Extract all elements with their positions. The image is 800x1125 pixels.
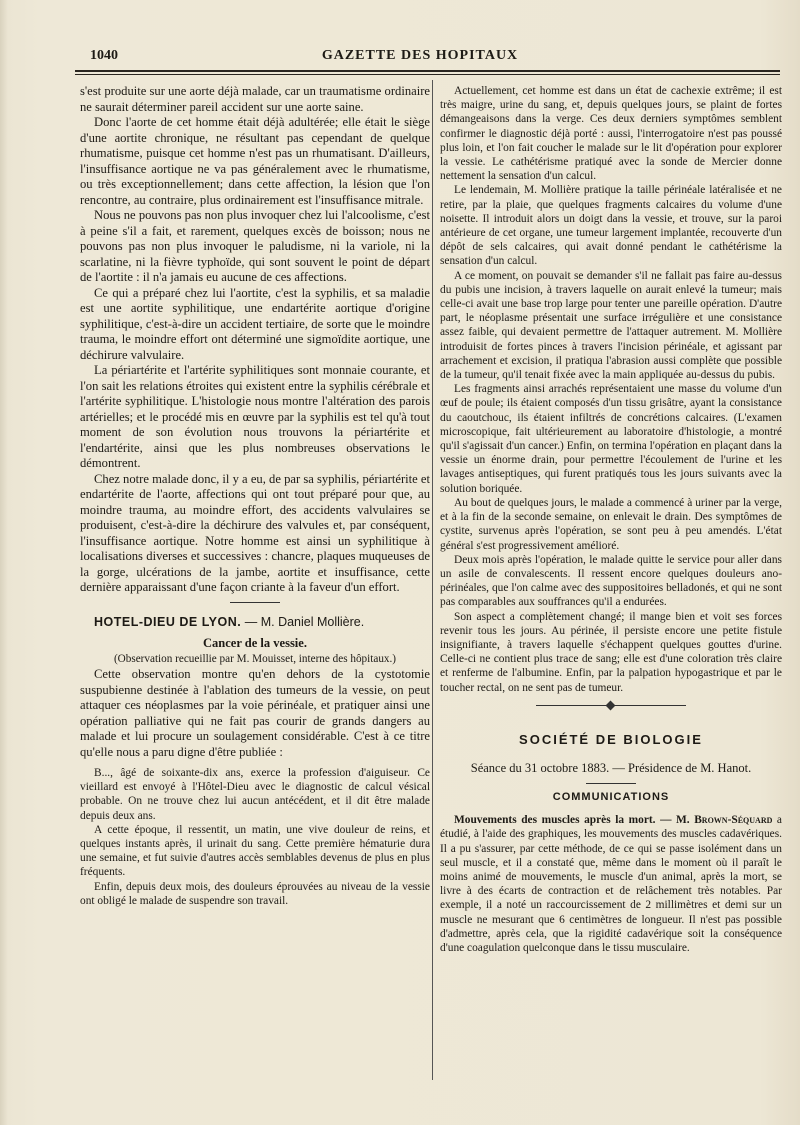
session-line: Séance du 31 octobre 1883. — Présidence de M. Hanot. <box>470 761 752 776</box>
right-column <box>440 84 782 955</box>
header-rule-thin <box>75 74 780 75</box>
page-number: 1040 <box>90 48 118 63</box>
column-divider <box>432 80 433 1080</box>
paragraph: Ce qui a préparé chez lui l'aortite, c'est la syphilis, et sa maladie est une aortite syphilitique, une endartérite aortique d'origine syphilitique, c'est-à-dire un accident tertiaire, de sorte que le moindre trauma, le moindre effort ont déterminé une sigmoïdite aortique, une déchirure valvulaire. <box>80 285 430 362</box>
communication-title: Mouvements des muscles après la mort. <box>454 814 656 827</box>
section-head: COMMUNICATIONS <box>552 790 670 803</box>
communication-author: — M. Brown-Séquard <box>660 814 773 827</box>
paragraph: La périartérite et l'artérite syphilitiques sont monnaie courante, et l'on sait les relations étroites qui existent entre la syphilis cérébrale et l'artérite syphilitique. L'histologie nous montre l'altération des parois artérielles; et le procédé mis en œuvre par la syphilis est tel qu'à tout moment de son évolution nous trouvons la périartérite et l'endartérite, ainsi que les plus nombreuses observations le démontrent. <box>80 363 430 470</box>
communication-text: a étudié, à l'aide des graphiques, les mouvements des muscles cadavériques. Il a pu s'assurer, par cette méthode, de ce qui se passe isolément dans un seul muscle, et il a constaté que, même dans le moment où il paraît le moins animé de mouvements, le muscle d'un animal, après la mort, se livre à des écarts de contraction et de relâchement très notables. Par exemple, il a noté un raccourcissement de 2 millimètres et demi sur un muscle ne mesurant que 6 centimètres de longueur. Il n'est pas possible d'admettre, après cela, que la rigidité cadavérique soit la conséquence d'une coagulation quelconque dans le tissu musculaire. <box>440 814 782 955</box>
case-paragraph: Deux mois après l'opération, le malade quitte le service pour aller dans un asile de convalescents. Il ressent encore quelques douleurs ano-périnéales, que l'on calme avec des suppositoires belladonés, et qui ne sont pas comparables aux souffrances qu'il a endurées. <box>440 553 782 609</box>
paragraph: Donc l'aorte de cet homme était déjà adultérée; elle était le siège d'une aortite chronique, ne résultant pas cependant de quelque rhumatisme, puisque cet homme n'est pas un rhumatisant. D'ailleurs, l'insuffisance aortique ne va pas généralement avec le rhumatisme, ou très exceptionnellement; dans cette affection, la lésion que l'on rencontre, au contraire, plus ordinairement est l'insuffisance mitrale. <box>80 115 430 207</box>
paragraph: s'est produite sur une aorte déjà malade, car un traumatisme ordinaire ne saurait déterminer pareil accident sur une aorte saine. <box>80 84 430 114</box>
case-paragraph: Le lendemain, M. Mollière pratique la taille périnéale latéralisée et ne retire, par la plaie, que quelques fragments calcaires du volume d'une noisette. Il introduit alors un doigt dans la vessie, et trouve, sur la paroi antérieure de cet organe, une tumeur largement implantée, recouverte d'un dépôt de sels calcaires, qui avait donné pendant le cathétérisme la sensation d'un calcul. <box>440 184 782 268</box>
paragraph: Cette observation montre qu'en dehors de la cystotomie suspubienne destinée à l'ablation des tumeurs de la vessie, on peut attaquer ces néoplasmes par la voie périnéale, et pratiquer ainsi une opération palliative qui ne fait pas courir de grands dangers au malade et lui procure un soulagement considérable. C'est à ce titre qu'elle nous a paru digne d'être publiée : <box>80 667 430 759</box>
hospital-heading <box>80 615 430 631</box>
case-paragraph: Actuellement, cet homme est dans un état de cachexie extrême; il est très maigre, urine du sang, et, depuis quelques jours, se plaint de fortes démangeaisons dans la verge. Ces deux derniers symptômes semblent confirmer le diagnostic déjà porté : aussi, l'interrogatoire n'est pas poussé plus loin, et l'on fait coucher le malade sur le lit d'opération pour explorer la vessie. Le cathétérisme pratiqué avec la sonde de Mercier donne nettement la sensation d'un calcul. <box>440 85 782 183</box>
observation-note: (Observation recueillie par M. Mouisset, interne des hôpitaux.) <box>113 652 397 665</box>
case-paragraph: Au bout de quelques jours, le malade a commencé à uriner par la verge, et à la fin de la seconde semaine, on enlevait le drain. Des symptômes de cystite, survenus après l'opération, se sont peu à peu amendés. L'état général s'est progressivement amélioré. <box>440 496 782 552</box>
section-divider <box>586 783 636 784</box>
page-header <box>60 42 780 70</box>
case-paragraph: Les fragments ainsi arrachés représentaient une masse du volume d'un œuf de poule; ils étaient composés d'un tissu grisâtre, ayant la consistance du caoutchouc, ils étaient infiltrés de concrétions calcaires. (L'examen microscopique, fait ultérieurement au laboratoire d'histologie, a montré qu'il s'agissait d'un cancer.) Enfin, on termina l'opération en plaçant dans la vessie un énorme drain, pour permettre l'écoulement de l'urine et les lavages antiseptiques, qui furent pratiqués tous les jours suivants avec la solution boriquée. <box>440 383 782 495</box>
case-paragraph: Enfin, depuis deux mois, des douleurs éprouvées au niveau de la vessie ont obligé le malade de suspendre son travail. <box>80 880 430 907</box>
society-title: SOCIÉTÉ DE BIOLOGIE <box>519 731 703 747</box>
section-divider <box>230 602 280 603</box>
case-title: Cancer de la vessie. <box>203 636 307 650</box>
case-paragraph: A cette époque, il ressentit, un matin, une vive douleur de reins, et quelques instants après, il urinait du sang. Cette première hématurie dura une semaine, et fut suivie d'autres accès semblables devenus de plus en plus fréquents. <box>80 823 430 879</box>
case-paragraph: Son aspect a complètement changé; il mange bien et voit ses forces revenir tous les jours. Au périnée, il persiste encore une petite fistule insignifiante, à travers laquelle s'échappent quelques gouttes d'urine. Celle-ci ne contient plus trace de sang; elle est d'une coloration très claire et renferme de l'albumine. Enfin, par la palpation hypogastrique et par le toucher rectal, on ne sent pas de tumeur. <box>440 610 782 694</box>
case-paragraph: B..., âgé de soixante-dix ans, exerce la profession d'aiguiseur. Ce vieillard est envoyé à l'Hôtel-Dieu avec le diagnostic de calcul vésical probable. On ne trouve chez lui aucun antécédent, et il dit être malade depuis deux ans. <box>80 767 430 822</box>
hospital-doctor: — M. Daniel Mollière. <box>244 614 365 629</box>
left-column <box>80 84 430 908</box>
case-paragraph: A ce moment, on pouvait se demander s'il ne fallait pas faire au-dessus du pubis une incision, à travers laquelle on aurait enlevé la tumeur; mais celle-ci avait une base trop large pour tenter une pareille opération. D'autre part, le néoplasme présentait une surface irrégulière et une consistance assez faible, qui devaient permettre de l'attaquer autrement. M. Mollière introduisit de fortes pinces à travers l'incision périnéale, et agissant par arrachement et excision, il pratiqua l'abrasion aussi complète que possible de la tumeur, qu'il tenait fixée avec la main appliquée au-dessus du pubis. <box>440 269 782 382</box>
paragraph: Chez notre malade donc, il y a eu, de par sa syphilis, périartérite et endartérite de l'aorte, affections qui ont tout préparé pour que, au moindre trauma, au moindre effort, des accidents valvulaires se produisent, c'est-à-dire la déchirure des valvules et, par conséquent, l'insuffisance aortique. Notre homme est ainsi un syphilitique à localisations diverses et successives : chancre, plaques muqueuses de la gorge, ulcérations de la jambe, aortite et insuffisance, cette dernière apparaissant d'une façon criante à la faveur d'un effort. <box>80 471 430 594</box>
paragraph: Nous ne pouvons pas non plus invoquer chez lui l'alcoolisme, c'est à peine s'il a fait, et rarement, quelques excès de boisson; nous ne pouvons pas non plus invoquer le paludisme, ni la variole, ni la scarlatine, ni la fièvre typhoïde, qui sont souvent le point de départ de l'aortite : il n'a jamais eu aucune de ces affections. <box>80 208 430 284</box>
header-rule <box>75 70 780 72</box>
running-title: GAZETTE DES HOPITAUX <box>321 48 519 63</box>
communication-paragraph <box>440 813 782 955</box>
hospital-name: HOTEL-DIEU DE LYON. <box>94 614 242 629</box>
ornament-divider <box>536 705 686 706</box>
